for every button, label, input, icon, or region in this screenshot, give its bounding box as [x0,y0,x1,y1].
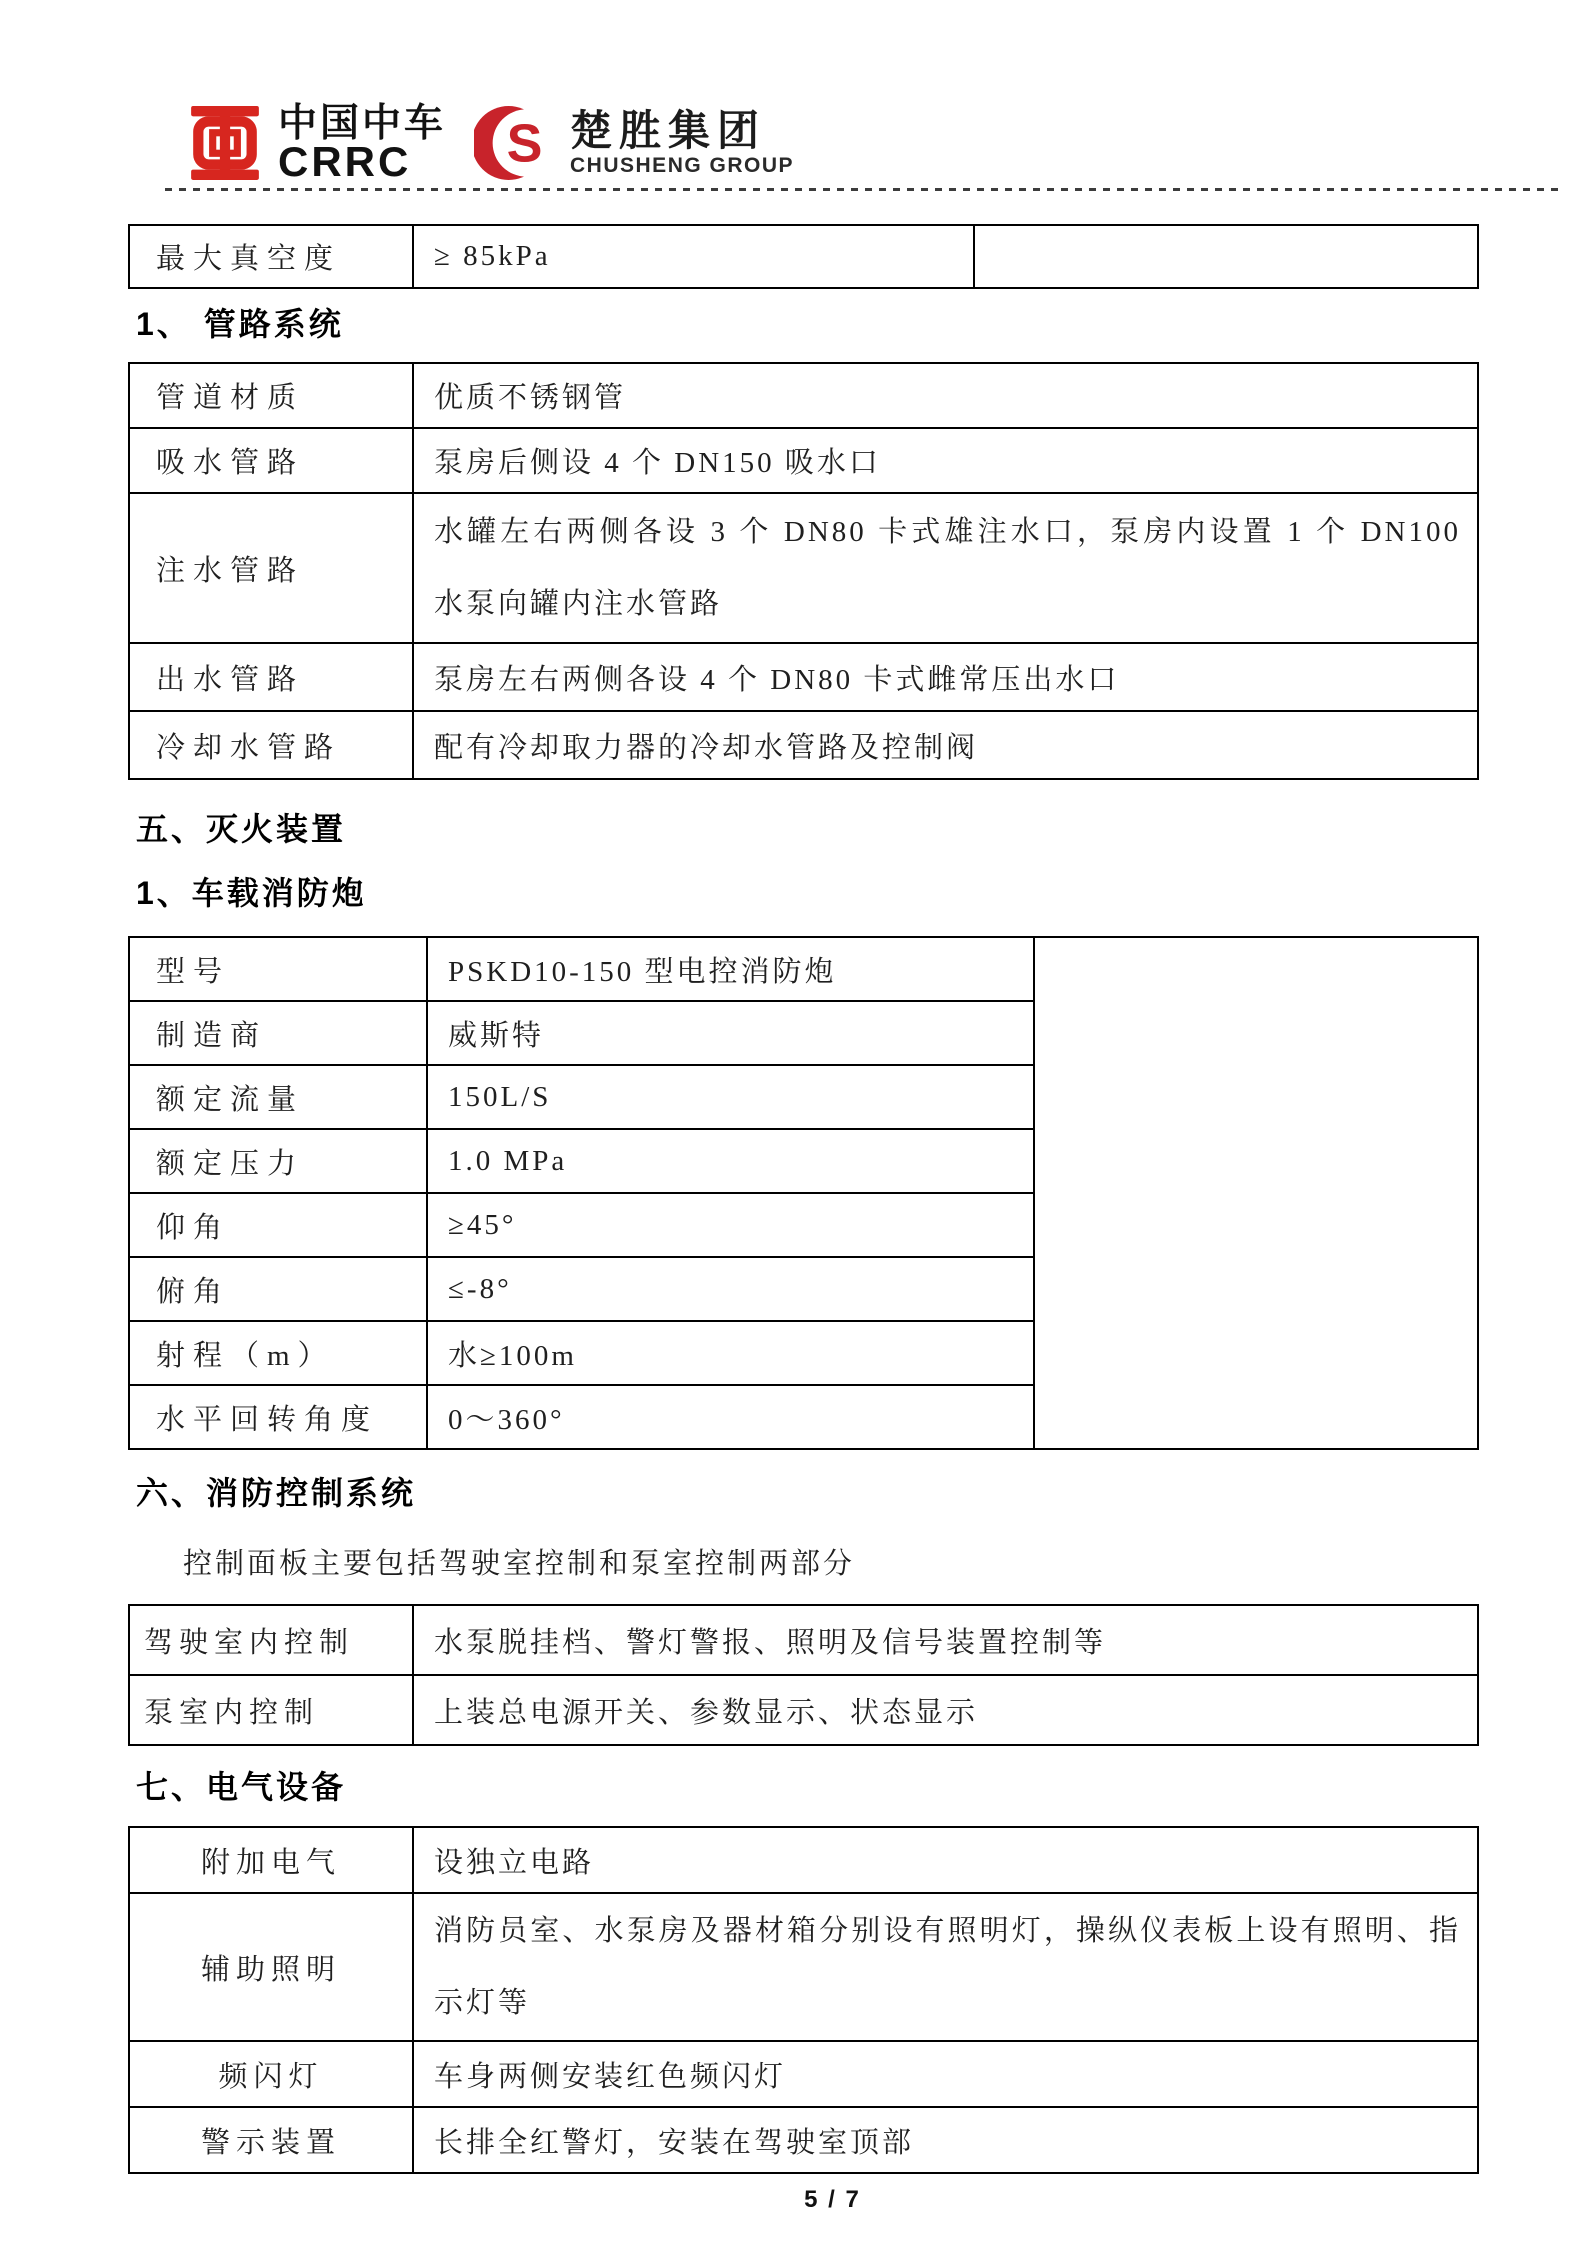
empty-cell [1034,937,1478,1449]
spec-label: 注水管路 [129,493,413,643]
spec-label: 额定压力 [129,1129,427,1193]
spec-label: 驾驶室内控制 [129,1605,413,1675]
spec-value: 配有冷却取力器的冷却水管路及控制阀 [413,711,1478,779]
spec-label: 出水管路 [129,643,413,711]
table-row [129,1675,1478,1745]
spec-label: 仰角 [129,1193,427,1257]
spec-value: 上装总电源开关、参数显示、状态显示 [413,1675,1478,1745]
crrc-emblem-icon [186,106,264,180]
spec-value: 水泵脱挂档、警灯警报、照明及信号装置控制等 [413,1605,1478,1675]
chusheng-logo-icon [474,101,560,185]
section-heading-control: 六、消防控制系统 [136,1475,417,1511]
table-row [129,428,1478,493]
spec-value: 设独立电路 [413,1827,1478,1893]
spec-label: 最大真空度 [129,225,413,288]
spec-label: 频闪灯 [129,2041,413,2107]
spec-value: 优质不锈钢管 [413,363,1478,428]
fire-monitor-table [128,936,1479,1450]
table-row [129,1893,1478,2041]
spec-value: 150L/S [427,1065,1034,1129]
spec-value: 1.0 MPa [427,1129,1034,1193]
spec-value: 长排全红警灯，安装在驾驶室顶部 [413,2107,1478,2173]
spec-value: 消防员室、水泵房及器材箱分别设有照明灯，操纵仪表板上设有照明、指示灯等 [413,1893,1478,2041]
spec-value: 水罐左右两侧各设 3 个 DN80 卡式雄注水口，泵房内设置 1 个 DN100 水泵向罐内注水管路 [413,493,1478,643]
control-table [128,1604,1479,1746]
chusheng-name-cn: 楚胜集团 [570,107,767,154]
spec-value: 车身两侧安装红色频闪灯 [413,2041,1478,2107]
table-row [129,937,1478,1001]
spec-value: 威斯特 [427,1001,1034,1065]
section-heading-piping: 1、 管路系统 [136,306,344,342]
table-row [129,493,1478,643]
spec-label: 警示装置 [129,2107,413,2173]
vacuum-table [128,224,1479,289]
spec-value: 泵房后侧设 4 个 DN150 吸水口 [413,428,1478,493]
spec-label: 额定流量 [129,1065,427,1129]
spec-label: 附加电气 [129,1827,413,1893]
spec-label: 管道材质 [129,363,413,428]
spec-value: ≥45° [427,1193,1034,1257]
spec-label: 型号 [129,937,427,1001]
table-row [129,643,1478,711]
spec-value: ≤-8° [427,1257,1034,1321]
spec-value: PSKD10-150 型电控消防炮 [427,937,1034,1001]
crrc-name-cn: 中国中车 [278,102,447,145]
table-row [129,1827,1478,1893]
table-row [129,2041,1478,2107]
spec-label: 俯角 [129,1257,427,1321]
page-number: 5 / 7 [804,2186,861,2213]
svg-text:S: S [506,113,543,174]
table-row [129,225,1478,288]
spec-label: 吸水管路 [129,428,413,493]
piping-table [128,362,1479,780]
crrc-name-en: CRRC [278,138,412,185]
spec-label: 辅助照明 [129,1893,413,2041]
empty-cell [974,225,1478,288]
spec-label: 冷却水管路 [129,711,413,779]
spec-label: 泵室内控制 [129,1675,413,1745]
table-row [129,1605,1478,1675]
spec-value: 0～360° [427,1385,1034,1449]
chusheng-logo [570,108,794,178]
spec-label: 射程（m） [129,1321,427,1385]
spec-value: 水≥100m [427,1321,1034,1385]
page-header [186,100,1477,186]
control-intro-paragraph: 控制面板主要包括驾驶室控制和泵室控制两部分 [183,1548,856,1580]
crrc-logo [278,102,447,185]
subsection-heading-monitor: 1、车载消防炮 [136,875,367,911]
chusheng-name-en: CHUSHENG GROUP [570,154,795,177]
spec-value: ≥ 85kPa [413,225,974,288]
table-row [129,2107,1478,2173]
table-row [129,363,1478,428]
header-divider [165,188,1565,191]
spec-label: 制造商 [129,1001,427,1065]
spec-value: 泵房左右两侧各设 4 个 DN80 卡式雌常压出水口 [413,643,1478,711]
section-heading-electrical: 七、电气设备 [136,1769,347,1805]
spec-label: 水平回转角度 [129,1385,427,1449]
table-row [129,711,1478,779]
electrical-table [128,1826,1479,2174]
section-heading-extinguishing: 五、灭火装置 [136,811,347,847]
